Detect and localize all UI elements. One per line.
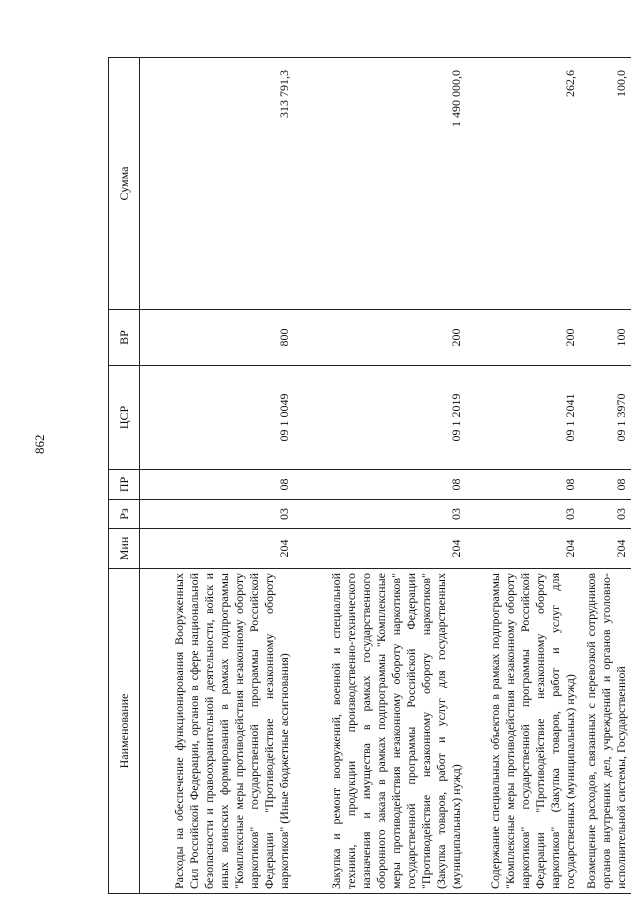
row-csr: 09 1 3970 bbox=[580, 366, 632, 470]
row-csr: 09 1 0049 bbox=[140, 366, 294, 470]
row-min: 204 bbox=[294, 529, 466, 569]
row-sum: 100,0 bbox=[580, 58, 632, 310]
row-csr: 09 1 2019 bbox=[294, 366, 466, 470]
row-pr: 08 bbox=[294, 470, 466, 500]
header-pr: ПР bbox=[109, 470, 140, 500]
row-min: 204 bbox=[580, 529, 632, 569]
row-sum: 262,6 bbox=[466, 58, 580, 310]
header-vr: ВР bbox=[109, 310, 140, 366]
row-name: Содержание специальных объектов в рамках подпрограммы "Комплексные меры противодействия незаконному обороту наркотиков" государственной программы Российской Федерации "Противодействие незаконному обороту наркотиков" (Закупка товаров, работ и услуг для государственных (муниципальных) нужд) bbox=[466, 569, 580, 894]
row-min: 204 bbox=[140, 529, 294, 569]
page-number: 862 bbox=[32, 434, 47, 454]
row-name: Возмещение расходов, связанных с перевозкой сотрудников органов внутренних дел, учреждений и органов уголовно-исполнительной системы, Государственной bbox=[580, 569, 632, 894]
row-pr: 08 bbox=[580, 470, 632, 500]
header-rz: Рз bbox=[109, 500, 140, 529]
row-vr: 200 bbox=[466, 310, 580, 366]
table-row bbox=[294, 58, 466, 894]
row-vr: 100 bbox=[580, 310, 632, 366]
row-rz: 03 bbox=[580, 500, 632, 529]
rotated-page bbox=[108, 58, 631, 894]
row-vr: 800 bbox=[140, 310, 294, 366]
header-csr: ЦСР bbox=[109, 366, 140, 470]
header-min: Мин bbox=[109, 529, 140, 569]
table-row bbox=[466, 58, 580, 894]
row-csr: 09 1 2041 bbox=[466, 366, 580, 470]
table-row bbox=[140, 58, 294, 894]
row-vr: 200 bbox=[294, 310, 466, 366]
row-name: Закупка и ремонт вооружений, военной и специальной техники, продукции производственно-технического назначения и имущества в рамках государственного оборонного заказа в рамках подпрограммы "Комплексные меры противодействия незаконному обороту наркотиков" государственной программы Российской Федерации "Противодействие незаконному обороту наркотиков" (Закупка товаров, работ и услуг для государственных (муниципальных) нужд) bbox=[294, 569, 466, 894]
row-sum: 313 791,3 bbox=[140, 58, 294, 310]
row-pr: 08 bbox=[466, 470, 580, 500]
budget-table bbox=[108, 57, 631, 894]
header-sum: Сумма bbox=[109, 58, 140, 310]
row-rz: 03 bbox=[466, 500, 580, 529]
table-row bbox=[580, 58, 632, 894]
table-header-row bbox=[109, 58, 140, 894]
row-rz: 03 bbox=[140, 500, 294, 529]
row-rz: 03 bbox=[294, 500, 466, 529]
header-name: Наименование bbox=[109, 569, 140, 894]
row-sum: 1 490 000,0 bbox=[294, 58, 466, 310]
row-name: Расходы на обеспечение функционирования Вооруженных Сил Российской Федерации, органов в сфере национальной безопасности и правоохранительной деятельности, войск и иных воинских формирований в рамках подпрограммы "Комплексные меры противодействия незаконному обороту наркотиков" государственной программы Российской Федерации "Противодействие незаконному обороту наркотиков" (Иные бюджетные ассигнования) bbox=[140, 569, 294, 894]
row-pr: 08 bbox=[140, 470, 294, 500]
row-min: 204 bbox=[466, 529, 580, 569]
